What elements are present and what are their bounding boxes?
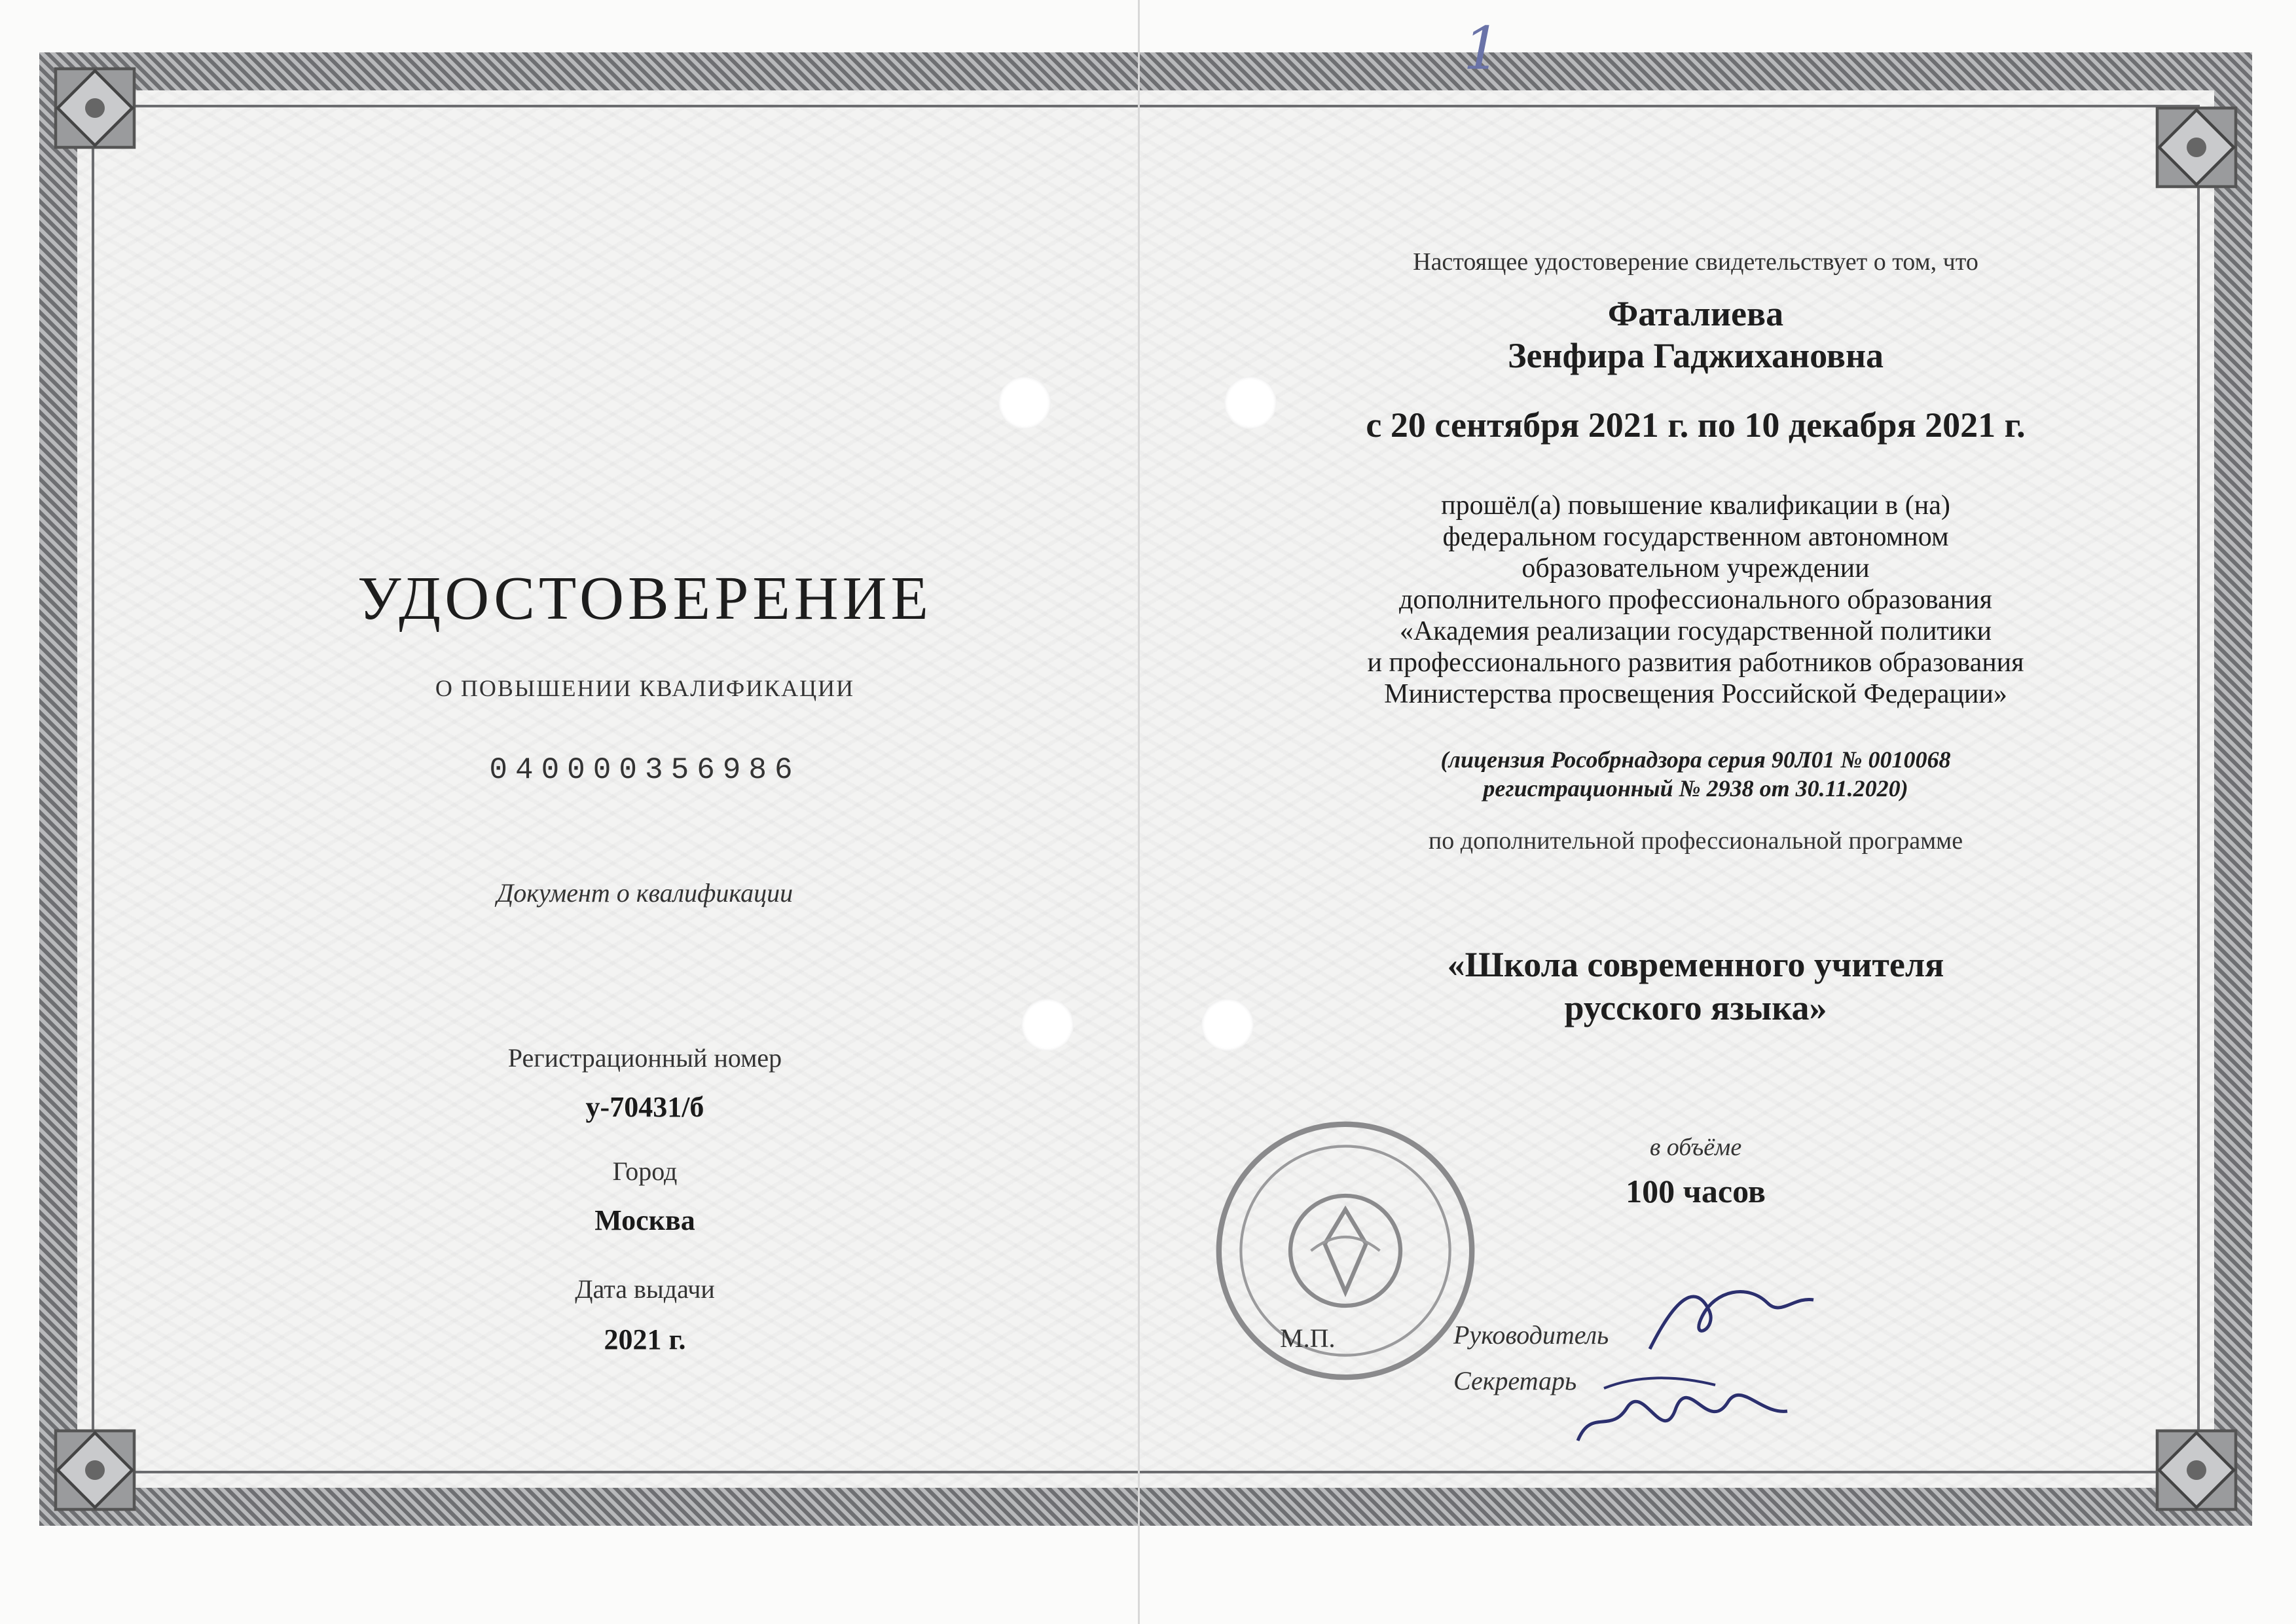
corner-ornament-icon (2147, 1421, 2246, 1519)
volume-value: 100 часов (1626, 1173, 1766, 1209)
institution-line: Министерства просвещения Российской Федерации» (1384, 679, 2007, 709)
city-value: Москва (594, 1204, 695, 1236)
corner-ornament-icon (2147, 98, 2246, 196)
registration-value: у-70431/б (585, 1091, 704, 1123)
corner-ornament-icon (46, 59, 144, 157)
institution-line: дополнительного профессионального образования (1399, 585, 1992, 615)
license-line: (лицензия Рособрнадзора серия 90Л01 № 0010068 (1440, 747, 1951, 773)
holder-given-names: Зенфира Гаджихановна (1507, 336, 1884, 375)
center-fold (1138, 0, 1140, 1624)
official-seal-icon (1208, 1113, 1483, 1388)
institution-line: и профессионального развития работников образования (1367, 648, 2024, 678)
program-title (1244, 943, 2147, 1029)
issue-date-value: 2021 г. (604, 1323, 686, 1356)
corner-ornament-icon (46, 1421, 144, 1519)
registration-label: Регистрационный номер (507, 1043, 782, 1073)
serial-number: 040000356986 (489, 753, 801, 787)
license-line: регистрационный № 2938 от 30.11.2020) (1483, 775, 1908, 802)
institution-text (1244, 490, 2147, 710)
secretary-signature-icon (1565, 1349, 1800, 1460)
head-label: Руководитель (1453, 1320, 1609, 1350)
intro-text: Настоящее удостоверение свидетельствует о том, что (1413, 248, 1978, 276)
stamp-label: М.П. (1280, 1323, 1336, 1353)
institution-line: образовательном учреждении (1522, 553, 1870, 583)
institution-line: «Академия реализации государственной политики (1399, 616, 1992, 646)
document-subtitle: О ПОВЫШЕНИИ КВАЛИФИКАЦИИ (435, 675, 855, 701)
volume-label: в объёме (1649, 1134, 1742, 1161)
handwritten-page-mark: 1 (1463, 14, 1501, 83)
license-text (1244, 745, 2147, 803)
issue-date-label: Дата выдачи (575, 1274, 715, 1304)
program-line: «Школа современного учителя (1447, 945, 1944, 984)
program-label: по дополнительной профессиональной программе (1428, 827, 1963, 855)
program-line: русского языка» (1564, 988, 1827, 1027)
document-kind: Документ о квалификации (496, 878, 793, 908)
training-dates: с 20 сентября 2021 г. по 10 декабря 2021 г. (1366, 405, 2026, 445)
institution-line: прошёл(а) повышение квалификации в (на) (1441, 490, 1950, 521)
holder-surname: Фаталиева (1607, 294, 1784, 333)
punch-hole (998, 377, 1051, 429)
institution-line: федеральном государственном автономном (1442, 522, 1949, 552)
document-title: УДОСТОВЕРЕНИЕ (357, 564, 932, 633)
secretary-label: Секретарь (1453, 1366, 1577, 1395)
city-label: Город (612, 1156, 678, 1186)
